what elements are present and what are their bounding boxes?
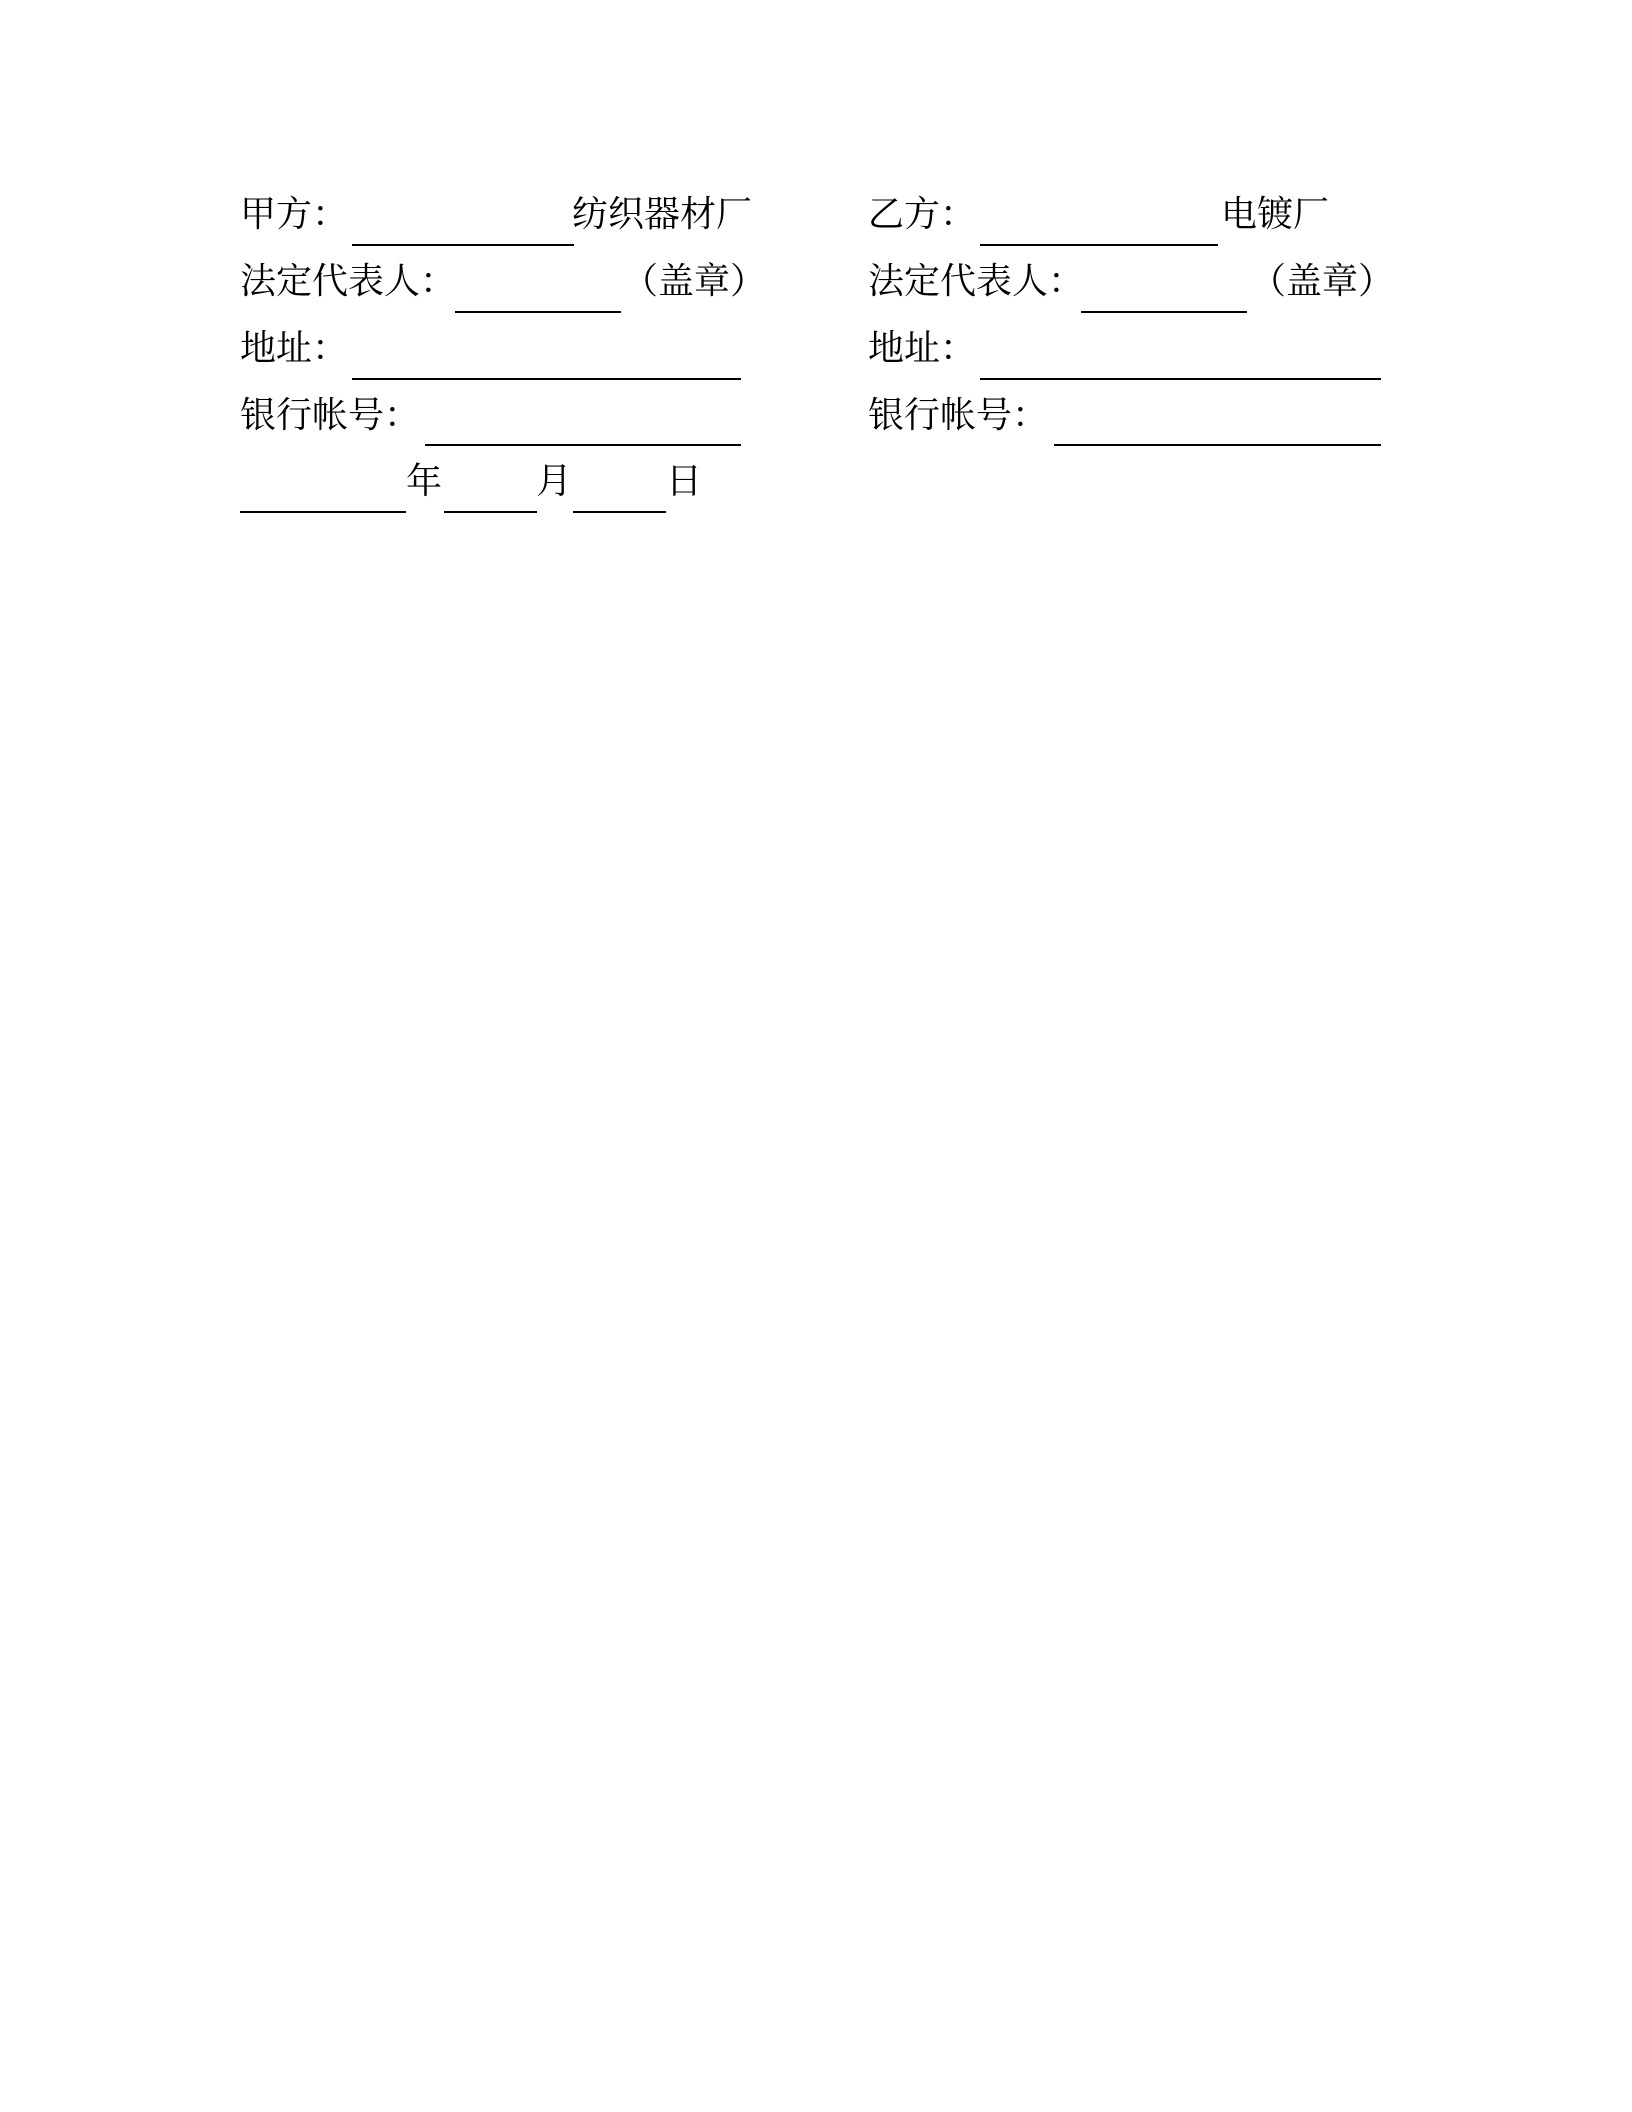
year-label: 年 bbox=[406, 461, 443, 502]
party-a-name-blank bbox=[352, 244, 574, 246]
year-blank bbox=[240, 511, 406, 513]
party-a-address-label: 地址： bbox=[240, 328, 349, 369]
party-b-bank-blank bbox=[1054, 444, 1381, 446]
party-b-name-blank bbox=[980, 244, 1218, 246]
party-b-address-blank bbox=[980, 378, 1381, 380]
month-blank bbox=[444, 511, 537, 513]
party-b-seal-note: （盖章） bbox=[1250, 261, 1395, 302]
party-a-seal-note: （盖章） bbox=[622, 261, 767, 302]
party-b-address-label: 地址： bbox=[868, 328, 977, 369]
party-b-label: 乙方： bbox=[868, 194, 977, 235]
party-a-bank-label: 银行帐号： bbox=[240, 395, 421, 436]
party-a-bank-blank bbox=[425, 444, 741, 446]
party-b-bank-label: 银行帐号： bbox=[868, 395, 1049, 436]
party-b-rep-label: 法定代表人： bbox=[868, 261, 1085, 302]
day-blank bbox=[573, 511, 666, 513]
party-a-address-blank bbox=[352, 378, 741, 380]
day-label: 日 bbox=[666, 461, 703, 502]
party-a-rep-blank bbox=[455, 311, 621, 313]
party-b-rep-blank bbox=[1081, 311, 1247, 313]
party-a-label: 甲方： bbox=[240, 194, 349, 235]
party-b-name-suffix: 电镀厂 bbox=[1221, 194, 1330, 235]
party-a-name-suffix: 纺织器材厂 bbox=[572, 194, 753, 235]
party-a-rep-label: 法定代表人： bbox=[240, 261, 457, 302]
month-label: 月 bbox=[536, 461, 573, 502]
